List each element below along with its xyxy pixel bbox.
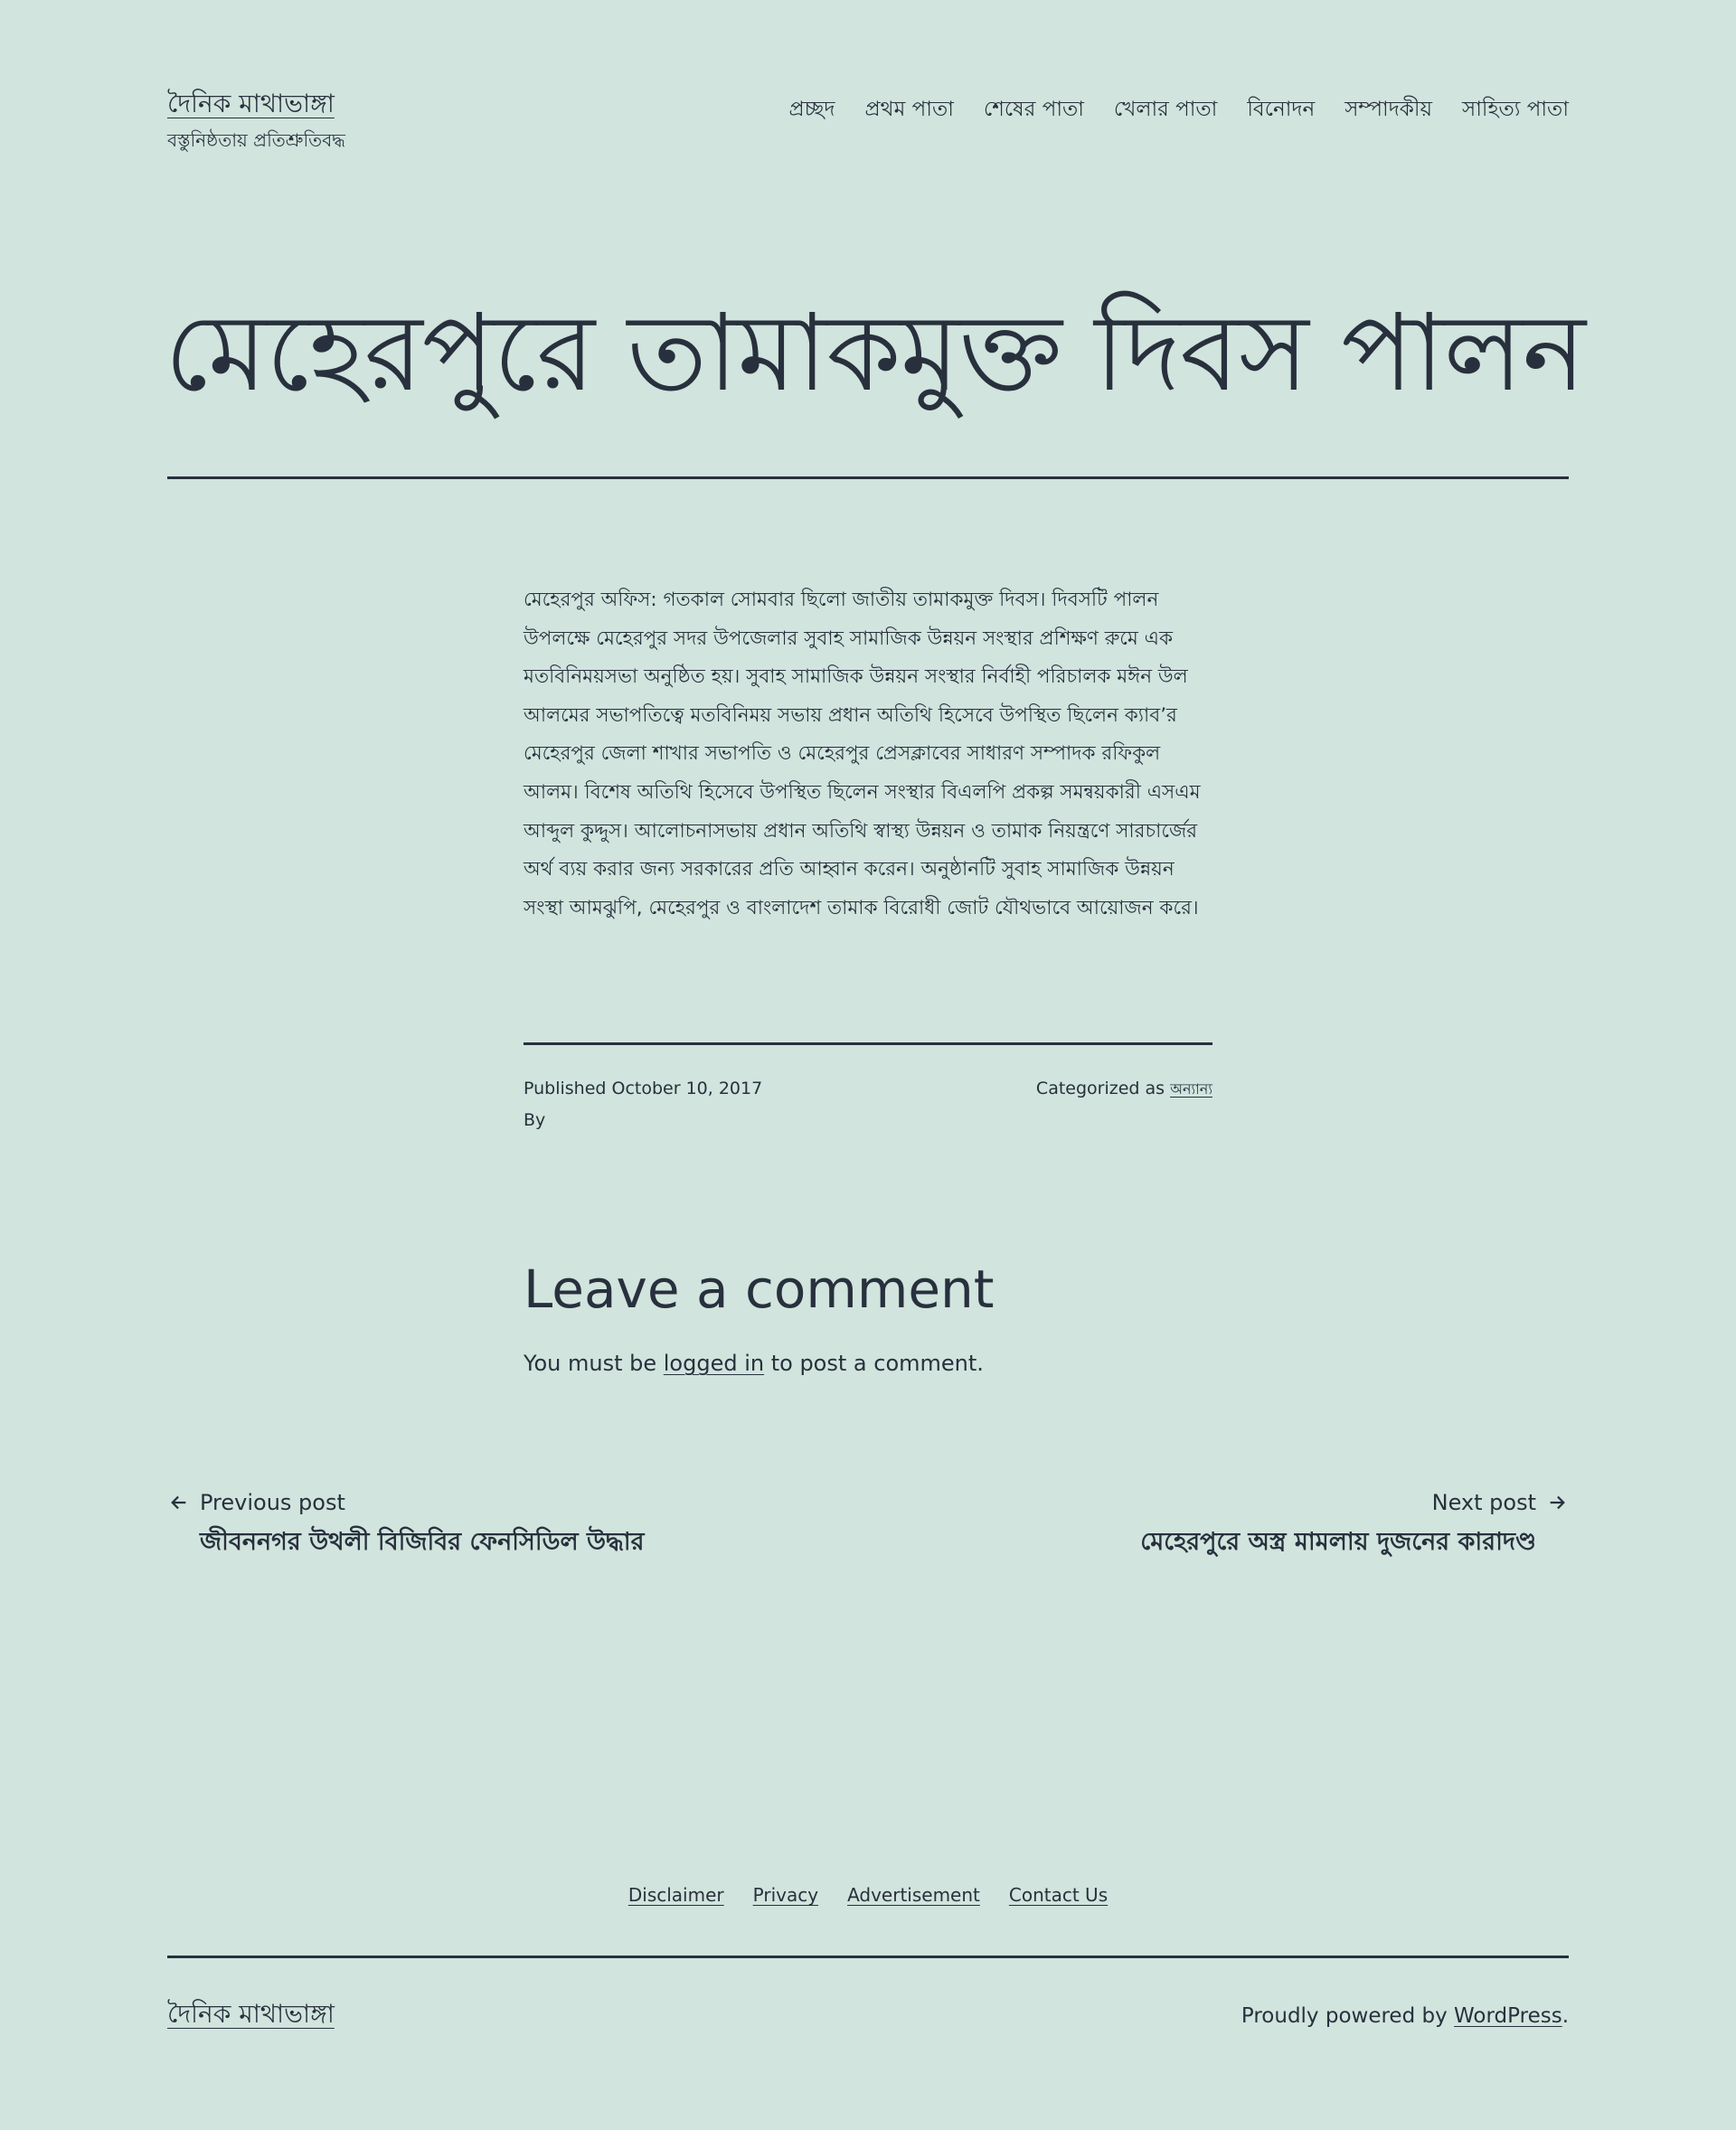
- footer-navigation: [0, 1880, 1736, 1909]
- arrow-right-icon: [1545, 1491, 1569, 1514]
- post-title: মেহেরপুরে তামাকমুক্ত দিবস পালন: [165, 290, 1585, 415]
- footer-link-contact[interactable]: Contact Us: [1008, 1884, 1109, 1906]
- footer-link-disclaimer[interactable]: Disclaimer: [627, 1884, 724, 1906]
- footer-divider: [167, 1956, 1569, 1958]
- powered-by-period: .: [1561, 2004, 1569, 2028]
- arrow-left-icon: [167, 1491, 191, 1514]
- previous-post-link[interactable]: [167, 1486, 644, 1562]
- category-link[interactable]: অন্যান্য: [1170, 1080, 1212, 1098]
- post-categories: [1036, 1076, 1212, 1102]
- site-title-link[interactable]: দৈনিক মাথাভাঙ্গা: [167, 89, 335, 118]
- published-date: Published October 10, 2017: [524, 1079, 763, 1098]
- nav-item-literature[interactable]: সাহিত্য পাতা: [1462, 98, 1569, 121]
- comment-note-before: You must be: [524, 1351, 664, 1376]
- nav-item-cover[interactable]: প্রচ্ছদ: [788, 98, 835, 121]
- nav-item-sports[interactable]: খেলার পাতা: [1113, 98, 1218, 121]
- previous-post-label: Previous post: [200, 1490, 345, 1515]
- nav-item-first-page[interactable]: প্রথম পাতা: [864, 98, 954, 121]
- footer-link-privacy[interactable]: Privacy: [752, 1884, 819, 1906]
- next-post-label: Next post: [1431, 1490, 1536, 1515]
- nav-item-entertainment[interactable]: বিনোদন: [1247, 98, 1316, 121]
- login-link[interactable]: logged in: [663, 1351, 765, 1376]
- comments-title: Leave a comment: [524, 1258, 995, 1320]
- next-post-link[interactable]: [1140, 1486, 1569, 1562]
- title-divider: [167, 476, 1569, 479]
- comment-login-note: [524, 1347, 984, 1380]
- site-description: বস্তুনিষ্ঠতায় প্রতিশ্রুতিবদ্ধ: [167, 129, 345, 151]
- content-divider: [524, 1042, 1212, 1045]
- post-author: By: [524, 1110, 546, 1130]
- nav-item-last-page[interactable]: শেষের পাতা: [983, 98, 1084, 121]
- comment-note-after: to post a comment.: [764, 1351, 984, 1376]
- wordpress-link[interactable]: WordPress: [1454, 2004, 1562, 2028]
- powered-by-text: Proudly powered by: [1241, 2004, 1455, 2028]
- powered-by: [1241, 2001, 1569, 2031]
- next-post-title[interactable]: মেহেরপুরে অস্ত্র মামলায় দুজনের কারাদণ্ড: [1140, 1528, 1536, 1556]
- post-content: মেহেরপুর অফিস: গতকাল সোমবার ছিলো জাতীয় তামাকমুক্ত দিবস। দিবসটি পালন উপলক্ষে মেহেরপুর সদর উপজেলার সুবাহ সামাজিক উন্নয়ন সংস্থার প্রশিক্ষণ রুমে এক মতবিনিময়সভা অনুষ্ঠিত হয়। সুবাহ সামাজিক উন্নয়ন সংস্থার নির্বাহী পরিচালক মঈন উল আলমের সভাপতিত্বে মতবিনিময় সভায় প্রধান অতিথি হিসেবে উপস্থিত ছিলেন ক্যাব’র মেহেরপুর জেলা শাখার সভাপতি ও মেহেরপুর প্রেসক্লাবের সাধারণ সম্পাদক রফিকুল আলম। বিশেষ অতিথি হিসেবে উপস্থিত ছিলেন সংস্থার বিএলপি প্রকল্প সমন্বয়কারী এসএম আব্দুল কুদ্দুস। আলোচনাসভায় প্রধান অতিথি স্বাস্থ্য উন্নয়ন ও তামাক নিয়ন্ত্রণে সারচার্জের অর্থ ব্যয় করার জন্য সরকারের প্রতি আহ্বান করেন। অনুষ্ঠানটি সুবাহ সামাজিক উন্নয়ন সংস্থা আমঝুপি, মেহেরপুর ও বাংলাদেশ তামাক বিরোধী জোট যৌথভাবে আয়োজন করে।: [524, 589, 1201, 919]
- primary-navigation: [759, 93, 1569, 126]
- categorized-label: Categorized as: [1035, 1079, 1165, 1098]
- nav-item-editorial[interactable]: সম্পাদকীয়: [1344, 98, 1433, 121]
- previous-post-title[interactable]: জীবননগর উথলী বিজিবির ফেনসিডিল উদ্ধার: [200, 1528, 645, 1556]
- footer-site-title-link[interactable]: দৈনিক মাথাভাঙ্গা: [167, 1999, 335, 2029]
- footer-link-advertisement[interactable]: Advertisement: [847, 1884, 980, 1906]
